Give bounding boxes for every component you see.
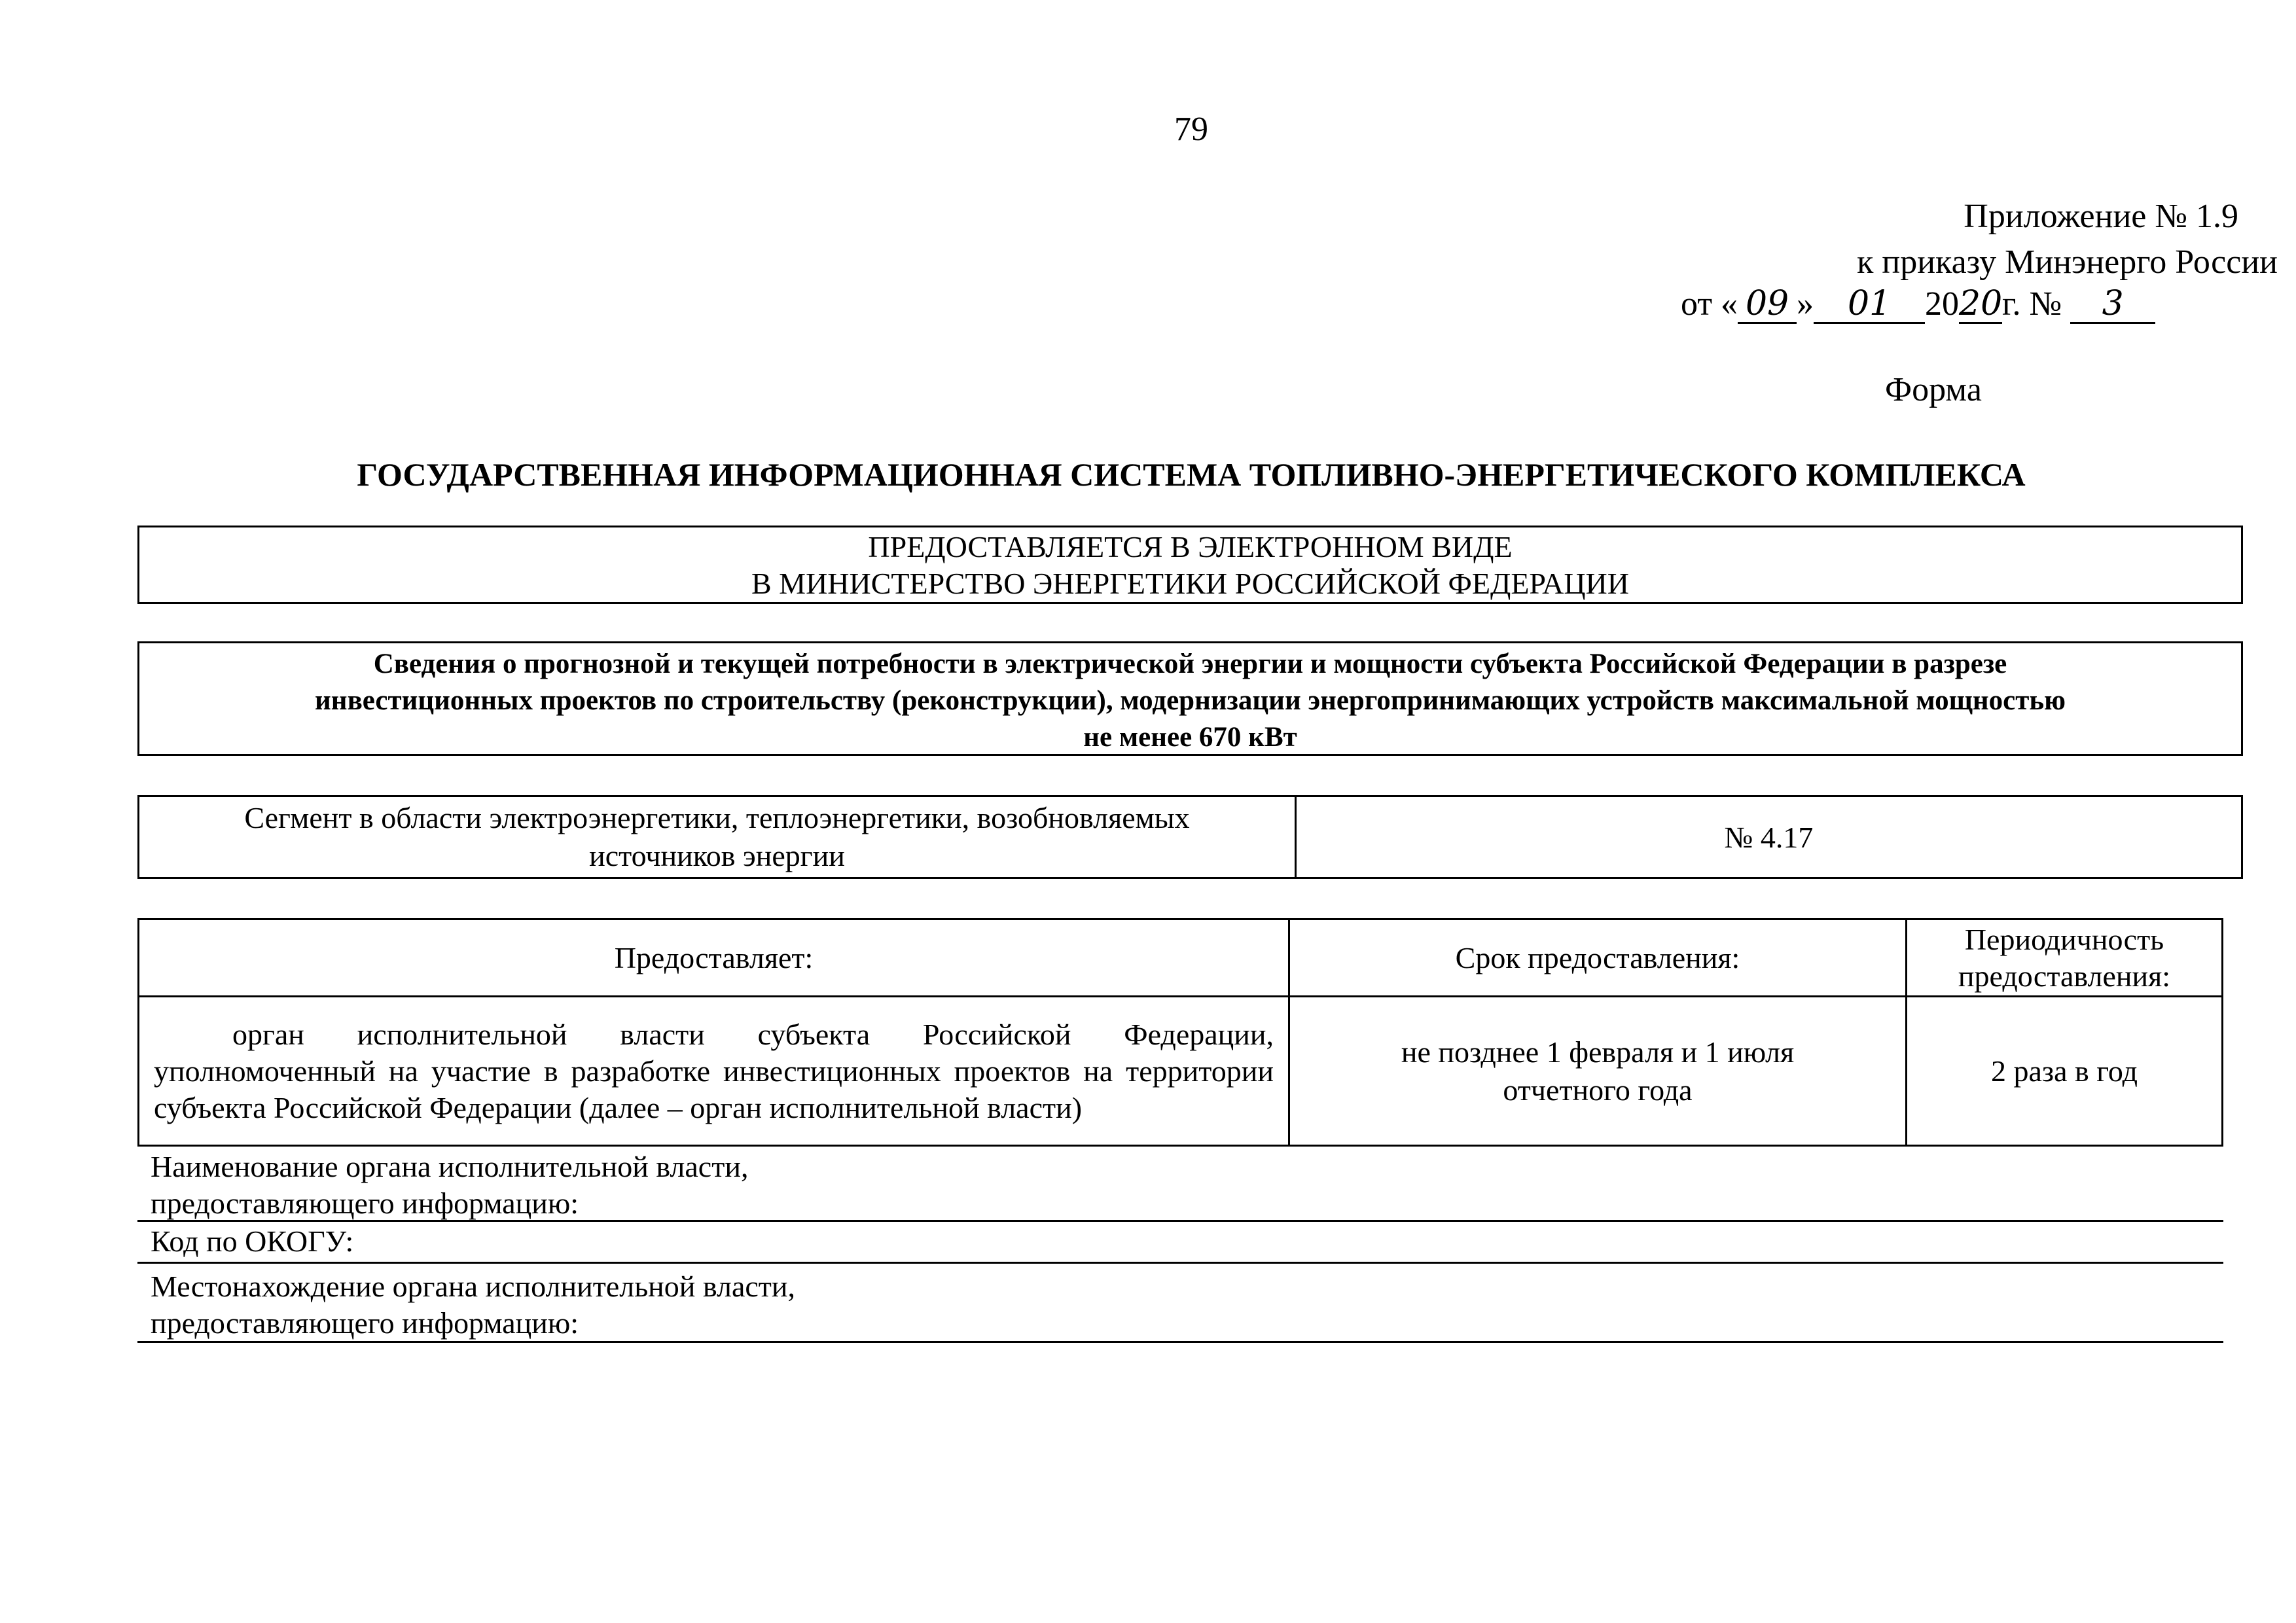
authority-name-field[interactable] — [137, 1149, 2223, 1222]
header-frequency-line-2: предоставления: — [1958, 959, 2171, 993]
date-mid: » — [1797, 285, 1814, 323]
authority-name-label-2: предоставляющего информацию: — [151, 1186, 579, 1220]
submission-line-2: В МИНИСТЕРСТВО ЭНЕРГЕТИКИ РОССИЙСКОЙ ФЕДЕРАЦИИ — [751, 567, 1629, 600]
report-title-line-1: Сведения о прогнозной и текущей потребности в электрической энергии и мощности субъекта Российской Федерации в разрезе — [373, 649, 2007, 679]
okogu-label: Код по ОКОГУ: — [151, 1224, 354, 1258]
order-number-handwritten: 3 — [2070, 285, 2155, 324]
location-label-1: Местонахождение органа исполнительной власти, — [151, 1270, 796, 1303]
header-provider: Предоставляет: — [139, 919, 1289, 997]
page-number: 79 — [1174, 111, 1208, 148]
location-label-2: предоставляющего информацию: — [151, 1306, 579, 1340]
report-title-box — [137, 641, 2243, 756]
date-after-year: г. № — [2002, 285, 2062, 323]
header-frequency — [1907, 919, 2223, 997]
segment-cell — [139, 796, 1296, 878]
report-title-line-2: инвестиционных проектов по строительству (реконструкции), модернизации энергопринимающих устройств максимальной мощностью — [315, 685, 2066, 716]
frequency-value: 2 раза в год — [1907, 997, 2223, 1146]
submission-table — [137, 918, 2223, 1147]
system-title: ГОСУДАРСТВЕННАЯ ИНФОРМАЦИОННАЯ СИСТЕМА ТОПЛИВНО-ЭНЕРГЕТИЧЕСКОГО КОМПЛЕКСА — [357, 456, 2026, 493]
segment-line-1: Сегмент в области электроэнергетики, теплоэнергетики, возобновляемых — [244, 801, 1190, 834]
submission-line-1: ПРЕДОСТАВЛЯЕТСЯ В ЭЛЕКТРОННОМ ВИДЕ — [868, 530, 1513, 563]
appendix-date-line — [1681, 281, 2155, 327]
okogu-field[interactable] — [137, 1222, 2223, 1264]
date-year-prefix: 20 — [1925, 285, 1960, 323]
date-prefix: от « — [1681, 285, 1738, 323]
date-year-handwritten: 20 — [1959, 284, 2003, 323]
report-title-line-3: не менее 670 кВт — [1083, 722, 1297, 753]
appendix-line-1: Приложение № 1.9 — [1964, 198, 2238, 235]
appendix-line-2: к приказу Минэнерго России — [1857, 243, 2278, 281]
segment-table — [137, 795, 2243, 879]
deadline-line-2: отчетного года — [1503, 1073, 1693, 1107]
location-field[interactable] — [137, 1266, 2223, 1343]
deadline-cell — [1289, 997, 1907, 1146]
deadline-line-1: не позднее 1 февраля и 1 июля — [1401, 1035, 1795, 1069]
submission-box — [137, 526, 2243, 604]
date-day-handwritten: 09 — [1738, 285, 1797, 324]
segment-line-2: источников энергии — [589, 839, 845, 872]
header-frequency-line-1: Периодичность — [1964, 922, 2164, 956]
date-month-handwritten: 01 — [1814, 285, 1925, 324]
segment-number: № 4.17 — [1296, 796, 2242, 878]
header-deadline: Срок предоставления: — [1289, 919, 1907, 997]
provider-description: орган исполнительной власти субъекта Российской Федерации, уполномоченный на участие в разработке инвестиционных проектов на территории субъекта Российской Федерации (далее – орган исполнительной власти) — [139, 997, 1289, 1146]
form-label: Форма — [1885, 371, 1982, 408]
authority-name-label-1: Наименование органа исполнительной власти, — [151, 1150, 749, 1183]
